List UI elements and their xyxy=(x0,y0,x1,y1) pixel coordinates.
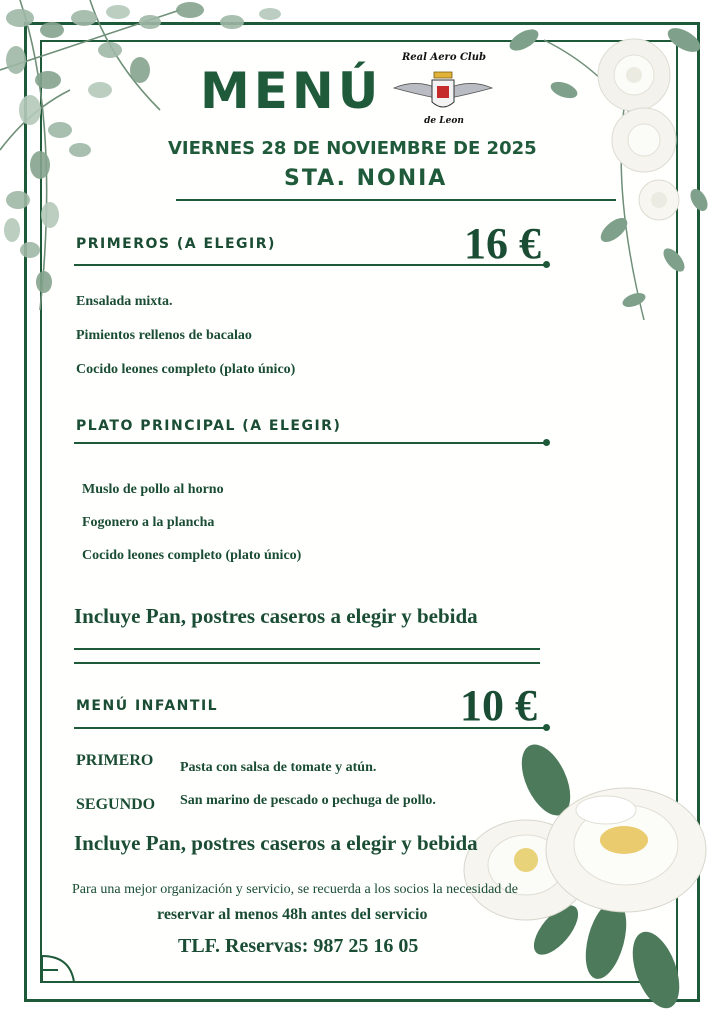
primero-label: PRIMERO xyxy=(76,752,154,769)
reservation-note: Para una mejor organización y servicio, se recuerda a los socios la necesidad de xyxy=(72,882,519,897)
primeros-item: Cocido leones completo (plato único) xyxy=(76,362,296,377)
principal-item: Fogonero a la plancha xyxy=(82,515,215,530)
principal-item: Muslo de pollo al horno xyxy=(82,482,224,497)
principal-title: PLATO PRINCIPAL (A ELEGIR) xyxy=(76,418,342,434)
reservation-requirement: reservar al menos 48h antes del servicio xyxy=(157,906,428,923)
menu-place: STA. NONIA xyxy=(284,166,448,191)
primero-value: Pasta con salsa de tomate y atún. xyxy=(180,760,377,775)
segundo-label: SEGUNDO xyxy=(76,796,156,813)
header-divider xyxy=(176,199,616,201)
divider-dot xyxy=(543,439,550,446)
divider-dot xyxy=(543,724,550,731)
principal-item: Cocido leones completo (plato único) xyxy=(82,548,302,563)
reservation-phone: TLF. Reservas: 987 25 16 05 xyxy=(178,935,419,957)
includes-note: Incluye Pan, postres caseros a elegir y bebida xyxy=(74,831,478,855)
segundo-value: San marino de pescado o pechuga de pollo. xyxy=(180,793,436,808)
white-roses-icon xyxy=(484,0,724,330)
logo-top-text: Real Aero Club xyxy=(402,52,486,63)
infantil-divider xyxy=(74,727,546,729)
primeros-item: Ensalada mixta. xyxy=(76,294,173,309)
corner-flourish-icon xyxy=(40,952,80,984)
primeros-item: Pimientos rellenos de bacalao xyxy=(76,328,252,343)
infantil-price: 10 € xyxy=(460,681,537,730)
divider-dot xyxy=(543,261,550,268)
winged-crest-icon xyxy=(392,64,494,120)
includes-note: Incluye Pan, postres caseros a elegir y bebida xyxy=(74,604,478,628)
club-logo xyxy=(392,52,494,132)
principal-divider xyxy=(74,442,546,444)
primeros-title: PRIMEROS (A ELEGIR) xyxy=(76,236,276,252)
separator-line xyxy=(74,662,540,664)
primeros-price: 16 € xyxy=(464,219,541,268)
eucalyptus-foliage-icon xyxy=(0,0,330,320)
separator-line xyxy=(74,648,540,650)
primeros-divider xyxy=(74,264,546,266)
infantil-title: MENÚ INFANTIL xyxy=(76,698,219,714)
menu-title: MENÚ xyxy=(200,62,383,120)
menu-date: VIERNES 28 DE NOVIEMBRE DE 2025 xyxy=(168,138,537,159)
logo-bottom-text: de Leon xyxy=(424,116,464,126)
